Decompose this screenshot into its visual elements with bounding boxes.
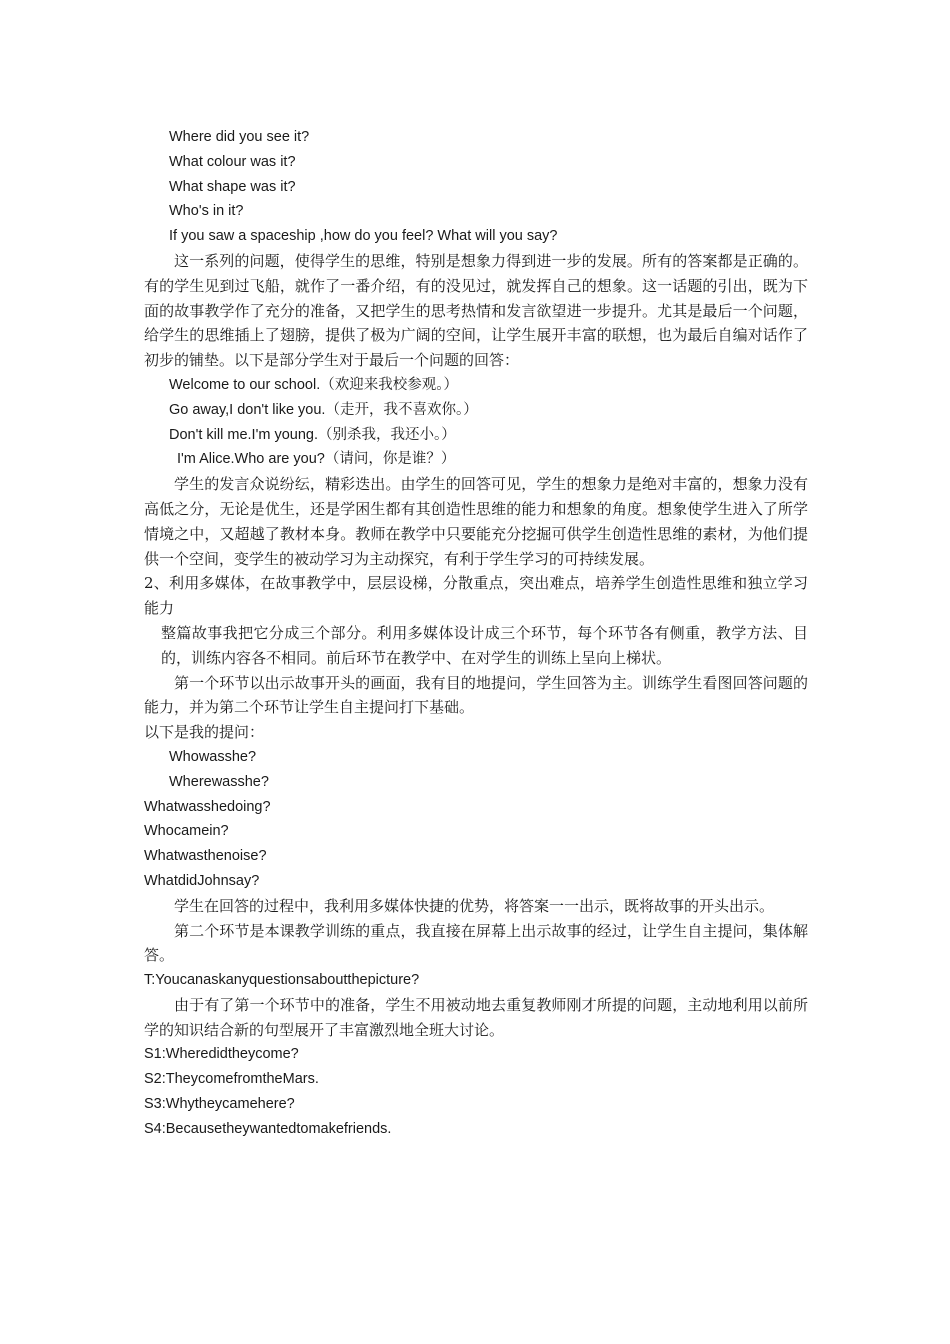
paragraph: 第二个环节是本课教学训练的重点，我直接在屏幕上出示故事的经过，让学生自主提问，集体解答。 <box>144 921 808 965</box>
question-line: What colour was it? <box>169 153 296 170</box>
paragraph: 学生在回答的过程中，我利用多媒体快捷的优势，将答案一一出示，既将故事的开头出示。 <box>174 896 775 915</box>
teacher-line: T:Youcanaskanyquestionsaboutthepicture? <box>144 972 420 989</box>
paragraph: 学生的发言众说纷纭，精彩迭出。由学生的回答可见，学生的想象力是绝对丰富的，想象力没有高低之分，无论是优生，还是学困生都有其创造性思维的能力和想象的角度。想象使学生进入了所学情境之中，又超越了教材本身。教师在教学中只要能充分挖掘可供学生创造性思维的素材，为他们提供一个空间，变学生的被动学习为主动探究，有利于学生学习的可持续发展。 <box>144 475 808 568</box>
paragraph: 第一个环节以出示故事开头的画面，我有目的地提问，学生回答为主。训练学生看图回答问题的能力，并为第二个环节让学生自主提问打下基础。 <box>144 673 808 717</box>
section-heading: 2、利用多媒体，在故事教学中，层层设梯，分散重点，突出难点，培养学生创造性思维和独立学习能力 <box>144 574 808 618</box>
dialogue-line: S1:Wheredidtheycome? <box>144 1046 299 1063</box>
question-line: Wherewasshe? <box>169 773 269 790</box>
dialogue-line: S3:Whytheycamehere? <box>144 1096 295 1113</box>
question-line: Whowasshe? <box>169 748 257 765</box>
question-line: What shape was it? <box>169 178 296 195</box>
paragraph: 这一系列的问题，使得学生的思维，特别是想象力得到进一步的发展。所有的答案都是正确的。有的学生见到过飞船，就作了一番介绍，有的没见过，就发挥自己的想象。这一话题的引出，既为下面的故事教学作了充分的准备，又把学生的思考热情和发言欲望进一步提升。尤其是最后一个问题，给学生的思维插上了翅膀，提供了极为广阔的空间，让学生展开丰富的联想，也为最后自编对话作了初步的铺垫。以下是部分学生对于最后一个问题的回答： <box>144 251 808 370</box>
answer-line: Don't kill me.I'm young.（别杀我，我还小。） <box>169 426 456 443</box>
paragraph: 整篇故事我把它分成三个部分。利用多媒体设计成三个环节，每个环节各有侧重，教学方法、目的，训练内容各不相同。前后环节在教学中、在对学生的训练上呈向上梯状。 <box>161 623 808 667</box>
question-line: Where did you see it? <box>169 129 310 145</box>
paragraph: 以下是我的提问： <box>144 723 265 742</box>
question-line: Whatwasthenoise? <box>144 848 267 865</box>
answer-line: I'm Alice.Who are you?（请问，你是谁？） <box>177 451 456 468</box>
question-line: Whatwasshedoing? <box>144 798 271 815</box>
dialogue-line: S4:Becausetheywantedtomakefriends. <box>144 1120 392 1137</box>
question-line: WhatdidJohnsay? <box>144 872 260 889</box>
answer-line: Welcome to our school.（欢迎来我校参观。） <box>169 376 458 393</box>
document-body <box>144 125 808 1142</box>
question-line: Who's in it? <box>169 203 244 220</box>
paragraph: 由于有了第一个环节中的准备，学生不用被动地去重复教师刚才所提的问题，主动地利用以前所学的知识结合新的句型展开了丰富激烈地全班大讨论。 <box>144 995 808 1039</box>
question-line: Whocamein? <box>144 823 229 840</box>
question-line: If you saw a spaceship ,how do you feel? What will you say? <box>169 228 558 245</box>
dialogue-line: S2:TheycomefromtheMars. <box>144 1071 319 1088</box>
answer-line: Go away,I don't like you.（走开，我不喜欢你。） <box>169 401 478 418</box>
